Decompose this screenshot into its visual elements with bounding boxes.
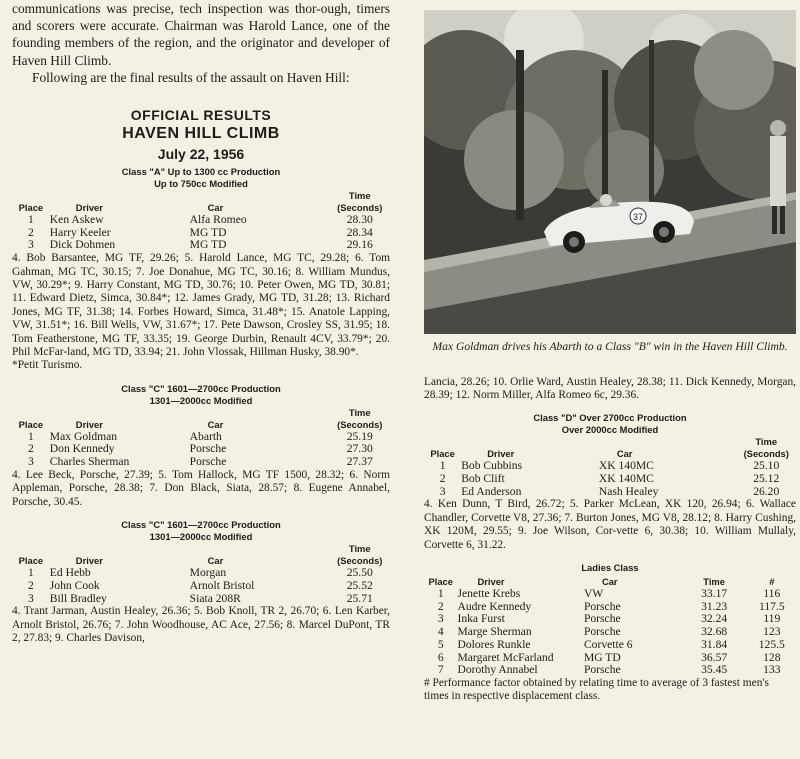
class-d-heading-line2: Over 2000cc Modified [561, 424, 659, 436]
place-cell: 2 [28, 225, 34, 239]
class-c2-table [12, 543, 390, 605]
driver-cell: Margaret McFarland [457, 650, 554, 664]
car-header: Car [207, 418, 224, 430]
class-a-results-text: 4. Bob Barsantee, MG TF, 29.26; 5. Harold Lance, MG TC, 29.28; 6. Tom Gahman, MG TC, 30.15; 7. Joe Donahue, MG TC, 30.16; 8. William Mundus, VW, 30.29*; 9. Harry Constant, MG TD, 30.76; 10. Peter Owen, MG TD, 30.81; 11. Edward Dietz, Simca, 30.84*; 12. James Grady, MG TD, 31.28; 13. Richard Jones, MG TF, 31.38; 14. Forbes Howard, Simca, 31.48*; 15. Anatole Lapping, VW, 31.51*; 16. Bill Wells, VW, 31.67*; 17. Pete Dawson, Crosley SS, 31.95; 18. Tom Featherstone, MG TF, 33.35; 19. George Durbin, Renault 4CV, 33.79*; 20. Phil McFar-land, MG TD, 33.94; 21. John Vlossak, Hillman Husky, 38.90*. [12, 252, 390, 358]
table-row [12, 239, 390, 252]
place-header: Place [18, 202, 44, 214]
time-cell: 31.84 [701, 637, 728, 651]
driver-cell: Dick Dohmen [49, 238, 116, 252]
time-cell: 25.10 [753, 459, 780, 473]
driver-cell: Dolores Runkle [457, 637, 531, 651]
time-cell: 25.50 [346, 566, 373, 580]
car-cell: MG TD [583, 650, 621, 664]
car-header: Car [616, 448, 633, 460]
performance-factor-header: # [769, 576, 775, 588]
table-header [12, 419, 390, 431]
right-column [424, 0, 796, 704]
event-date: July 22, 1956 [157, 146, 245, 163]
class-c-results-text: 4. Lee Beck, Porsche, 27.39; 5. Tom Hallock, MG TF 1500, 28.32; 6. Norm Appleman, Porsche, 28.38; 7. Don Black, Siata, 28.57; 8. Eugene Annabel, Porsche, 30.45. [12, 468, 390, 508]
time-cell: 35.45 [701, 663, 728, 677]
place-cell: 2 [28, 442, 34, 456]
car-cell: Porsche [189, 455, 227, 469]
car-header: Car [207, 202, 224, 214]
driver-cell: Audre Kennedy [457, 599, 532, 613]
table-row [12, 580, 390, 593]
place-cell: 1 [439, 459, 446, 473]
performance-factor-footnote: # Performance factor obtained by relating time to average of 3 fastest men's times in respective displacement class. [424, 676, 769, 703]
class-c2-heading-line2: 1301—2000cc Modified [149, 531, 253, 543]
place-cell: 2 [28, 578, 34, 592]
driver-header: Driver [75, 202, 103, 214]
driver-cell: Ken Askew [49, 213, 104, 227]
driver-cell: Dorothy Annabel [457, 663, 538, 677]
intro-paragraph-2: Following are the final results of the assault on Haven Hill: [32, 69, 350, 85]
car-cell: Corvette 6 [583, 637, 633, 651]
pf-cell: 123 [763, 625, 781, 639]
place-header: Place [430, 448, 455, 460]
car-cell: VW [583, 587, 604, 601]
table-row [424, 664, 796, 677]
class-d-heading-line1: Class "D" Over 2700cc Production [533, 412, 687, 424]
time-cell: 25.71 [346, 591, 373, 605]
class-c-heading-line2: 1301—2000cc Modified [149, 394, 253, 406]
driver-cell: Marge Sherman [457, 625, 532, 639]
time-cell: 28.34 [346, 225, 373, 239]
intro-paragraph: communications was precise, tech inspection was thor-ough, timers and scorers were accurate. Chairman was Harold Lance, one of the founding members of the region, and the originator and developer of Haven Hill Climb. [12, 1, 390, 68]
class-d-table [424, 436, 796, 498]
table-row [424, 588, 796, 601]
driver-cell: Inka Furst [457, 612, 505, 626]
table-row [12, 214, 390, 227]
class-c2-results-text: 4. Trant Jarman, Austin Healey, 26.36; 5. Bob Knoll, TR 2, 26.70; 6. Len Karber, Arnolt Bristol, 26.76; 7. John Woodhouse, AC Ace, 27.56; 8. Marcel DuPont, TR 2, 27.83; 9. Charles Davison, [12, 605, 390, 645]
car-cell: MG TD [189, 238, 227, 252]
car-header: Car [601, 576, 618, 588]
table-row [12, 567, 390, 580]
time-cell: 28.30 [346, 213, 373, 227]
car-cell: MG TD [189, 225, 227, 239]
car-cell: Porsche [583, 599, 621, 613]
seconds-header: (Seconds) [337, 202, 383, 214]
place-cell: 7 [437, 663, 444, 677]
place-cell: 5 [437, 637, 444, 651]
time-header: Time [755, 436, 778, 448]
place-header: Place [18, 555, 44, 567]
left-column [12, 0, 390, 645]
driver-cell: Bob Cubbins [461, 459, 523, 473]
place-header: Place [428, 576, 453, 588]
place-cell: 2 [439, 472, 446, 486]
table-row [424, 626, 796, 639]
place-cell: 2 [437, 599, 444, 613]
time-cell: 27.30 [346, 442, 373, 456]
driver-cell: Ed Anderson [461, 484, 522, 498]
car-cell: Porsche [583, 663, 621, 677]
driver-cell: Charles Sherman [49, 455, 130, 469]
time-cell: 36.57 [701, 650, 728, 664]
table-row [424, 473, 796, 486]
place-cell: 3 [28, 591, 34, 605]
class-a-table [12, 190, 390, 252]
place-header: Place [18, 418, 44, 430]
driver-header: Driver [75, 555, 103, 567]
place-cell: 1 [437, 587, 444, 601]
car-cell: Morgan [189, 566, 227, 580]
class-c2-heading-line1: Class "C" 1601—2700cc Production [121, 519, 281, 531]
class-c-heading-line1: Class "C" 1601—2700cc Production [121, 382, 281, 394]
car-cell: Siata 208R [189, 591, 241, 605]
seconds-header: (Seconds) [743, 448, 789, 460]
ladies-table [424, 576, 796, 677]
table-header [12, 543, 390, 555]
official-results-heading: OFFICIAL RESULTS [130, 107, 272, 124]
pf-cell: 119 [763, 612, 781, 626]
class-c-table [12, 407, 390, 469]
place-cell: 3 [437, 612, 444, 626]
place-cell: 1 [28, 566, 34, 580]
driver-header: Driver [477, 576, 505, 588]
time-header: Time [348, 190, 371, 202]
car-cell: Alfa Romeo [189, 213, 247, 227]
time-cell: 25.52 [346, 578, 373, 592]
time-header: Time [348, 406, 371, 418]
class-c2-results-continued: Lancia, 28.26; 10. Orlie Ward, Austin Healey, 28.38; 11. Dick Kennedy, Morgan, 28.39; 12. Norm Miller, Alfa Romeo 6c, 29.36. [424, 375, 796, 401]
class-d-results-text: 4. Ken Dunn, T Bird, 26.72; 5. Parker McLean, XK 120, 26.94; 6. Wallace Chandler, Corvette V8, 27.36; 7. Burton Jones, MG V8, 28.12; 8. Harry Cushing, XK 120M, 29.55; 9. Joe Wilson, Cor-vette 6, 30.38; 10. William Mullaly, Corvette 6, 31.22. [424, 498, 796, 551]
table-row [12, 593, 390, 606]
time-cell: 32.24 [701, 612, 728, 626]
place-cell: 3 [28, 455, 34, 469]
race-photo [424, 10, 796, 334]
time-cell: 29.16 [346, 238, 373, 252]
driver-cell: Jenette Krebs [457, 587, 521, 601]
seconds-header: (Seconds) [337, 418, 383, 430]
place-cell: 1 [28, 429, 34, 443]
table-header [424, 436, 796, 448]
place-cell: 3 [439, 484, 446, 498]
time-cell: 27.37 [346, 455, 373, 469]
car-cell: XK 140MC [598, 472, 654, 486]
time-cell: 32.68 [701, 625, 728, 639]
place-cell: 1 [28, 213, 34, 227]
driver-header: Driver [75, 418, 103, 430]
driver-cell: Bob Clift [461, 472, 505, 486]
table-header [12, 407, 390, 419]
driver-cell: Don Kennedy [49, 442, 115, 456]
car-cell: Nash Healey [598, 484, 659, 498]
time-cell: 25.12 [753, 472, 780, 486]
place-cell: 6 [437, 650, 444, 664]
driver-cell: Ed Hebb [49, 566, 91, 580]
driver-cell: Bill Bradley [49, 591, 107, 605]
time-cell: 31.23 [701, 599, 728, 613]
class-a-heading-line2: Up to 750cc Modified [154, 178, 248, 190]
pf-cell: 125.5 [758, 637, 785, 651]
car-cell: Porsche [189, 442, 227, 456]
driver-cell: Harry Keeler [49, 225, 111, 239]
photo-caption: Max Goldman drives his Abarth to a Class "B" win in the Haven Hill Climb. [432, 340, 788, 353]
driver-header: Driver [487, 448, 515, 460]
pf-cell: 116 [763, 587, 781, 601]
time-cell: 26.20 [753, 484, 780, 498]
table-header [12, 190, 390, 202]
car-cell: Porsche [583, 612, 621, 626]
driver-cell: John Cook [49, 578, 100, 592]
pf-cell: 133 [763, 663, 781, 677]
table-row [424, 639, 796, 652]
driver-cell: Max Goldman [49, 429, 118, 443]
place-cell: 3 [28, 238, 34, 252]
car-cell: Abarth [189, 429, 222, 443]
car-header: Car [207, 555, 224, 567]
petit-turismo-note: *Petit Turismo. [12, 359, 83, 372]
time-header: Time [348, 543, 371, 555]
ladies-class-heading: Ladies Class [581, 562, 639, 574]
car-cell: XK 140MC [598, 459, 654, 473]
car-cell: Porsche [583, 625, 621, 639]
class-a-heading-line1: Class "A" Up to 1300 cc Production [121, 166, 281, 178]
seconds-header: (Seconds) [337, 555, 383, 567]
time-header: Time [703, 576, 725, 588]
car-cell: Arnolt Bristol [189, 578, 255, 592]
time-cell: 33.17 [701, 587, 728, 601]
time-cell: 25.19 [346, 429, 373, 443]
pf-cell: 117.5 [758, 599, 785, 613]
event-title: HAVEN HILL CLIMB [122, 125, 280, 143]
pf-cell: 128 [763, 650, 781, 664]
car-number: 37 [632, 212, 644, 222]
table-row [12, 456, 390, 469]
place-cell: 4 [437, 625, 444, 639]
table-row [424, 486, 796, 499]
